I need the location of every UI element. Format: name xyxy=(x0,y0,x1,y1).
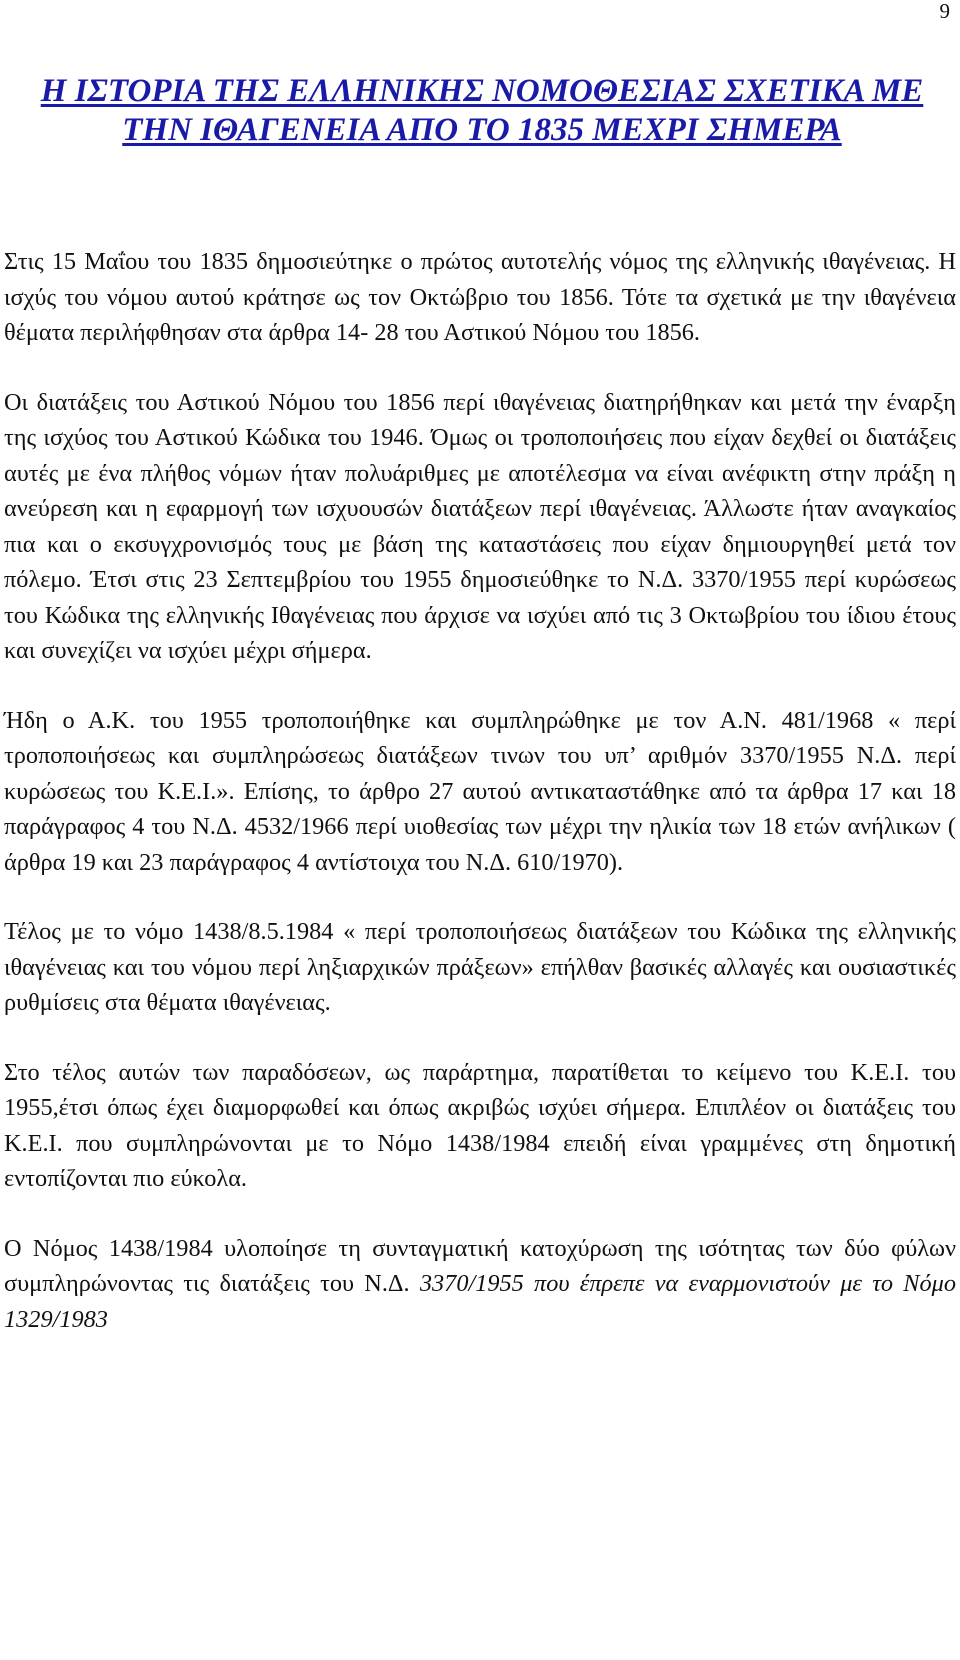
document-body xyxy=(4,244,956,1337)
paragraph-6-italic-continuation: 3370/1955 που έπρεπε να εναρμονιστούν με το Νόμο 1329/1983 xyxy=(4,1270,956,1333)
paragraph-1: Στις 15 Μαΐου του 1835 δημοσιεύτηκε ο πρώτος αυτοτελής νόμος της ελληνικής ιθαγένειας. Η ισχύς του νόμου αυτού κράτησε ως τον Οκτώβριο του 1856. Τότε τα σχετικά με την ιθαγένεια θέματα περιλήφθησαν στα άρθρα 14- 28 του Αστικού Νόμου του 1856. xyxy=(4,248,956,346)
paragraph-3: Ήδη ο Α.Κ. του 1955 τροποποιήθηκε και συμπληρώθηκε με τον Α.Ν. 481/1968 « περί τροποποιήσεως και συμπληρώσεως διατάξεων τινων του υπ’ αριθμόν 3370/1955 Ν.Δ. περί κυρώσεως του Κ.Ε.Ι.». Επίσης, το άρθρο 27 αυτού αντικαταστάθηκε από τα άρθρα 17 και 18 παράγραφος 4 του Ν.Δ. 4532/1966 περί υιοθεσίας των μέχρι την ηλικία των 18 ετών ανήλικων ( άρθρα 19 και 23 παράγραφος 4 αντίστοιχα του Ν.Δ. 610/1970). xyxy=(4,706,956,876)
paragraph-6 xyxy=(4,1231,956,1338)
paragraph-5: Στο τέλος αυτών των παραδόσεων, ως παράρτημα, παρατίθεται το κείμενο του Κ.Ε.Ι. του 1955,έτσι όπως έχει διαμορφωθεί και όπως ακριβώς ισχύει σήμερα. Επιπλέον οι διατάξεις του Κ.Ε.Ι. που συμπληρώνονται με το Νόμο 1438/1984 επειδή είναι γραμμένες στη δημοτική εντοπίζονται πιο εύκολα. xyxy=(4,1058,956,1192)
paragraph-6-text: Ο Νόμος 1438/1984 υλοποίησε τη συνταγματική κατοχύρωση της ισότητας των δύο φύλων συμπληρώνοντας τις διατάξεις του Ν.Δ. xyxy=(4,1234,956,1297)
document-title: Η ΙΣΤΟΡΙΑ ΤΗΣ ΕΛΛΗΝΙΚΗΣ ΝΟΜΟΘΕΣΙΑΣ ΣΧΕΤΙΚΑ ΜΕ ΤΗΝ ΙΘΑΓΕΝΕΙΑ ΑΠΟ ΤΟ 1835 ΜΕΧΡΙ ΣΗΜΕΡΑ xyxy=(40,73,924,148)
paragraph-4: Τέλος με το νόμο 1438/8.5.1984 « περί τροποποιήσεως διατάξεων του Κώδικα της ελληνικής ιθαγένειας και του νόμου περί ληξιαρχικών πράξεων» επήλθαν βασικές αλλαγές και ουσιαστικές ρυθμίσεις στα θέματα ιθαγένειας. xyxy=(4,918,956,1016)
page-number: 9 xyxy=(939,0,950,23)
paragraph-2: Οι διατάξεις του Αστικού Νόμου του 1856 περί ιθαγένειας διατηρήθηκαν και μετά την έναρξη της ισχύος του Αστικού Κώδικα του 1946. Όμως οι τροποποιήσεις που είχαν δεχθεί οι διατάξεις αυτές με ένα πλήθος νόμων ήταν πολυάριθμες με αποτέλεσμα να είναι ανέφικτη στην πράξη η ανεύρεση και η εφαρμογή των ισχυουσών διατάξεων περί ιθαγένειας. Άλλωστε ήταν αναγκαίος πια και ο εκσυγχρονισμός τους με βάση της καταστάσεις που είχαν δημιουργηθεί μετά τον πόλεμο. Έτσι στις 23 Σεπτεμβρίου του 1955 δημοσιεύθηκε το Ν.Δ. 3370/1955 περί κυρώσεως του Κώδικα της ελληνικής Ιθαγένειας που άρχισε να ισχύει από τις 3 Οκτωβρίου του ίδιου έτους και συνεχίζει να ισχύει μέχρι σήμερα. xyxy=(4,388,956,664)
